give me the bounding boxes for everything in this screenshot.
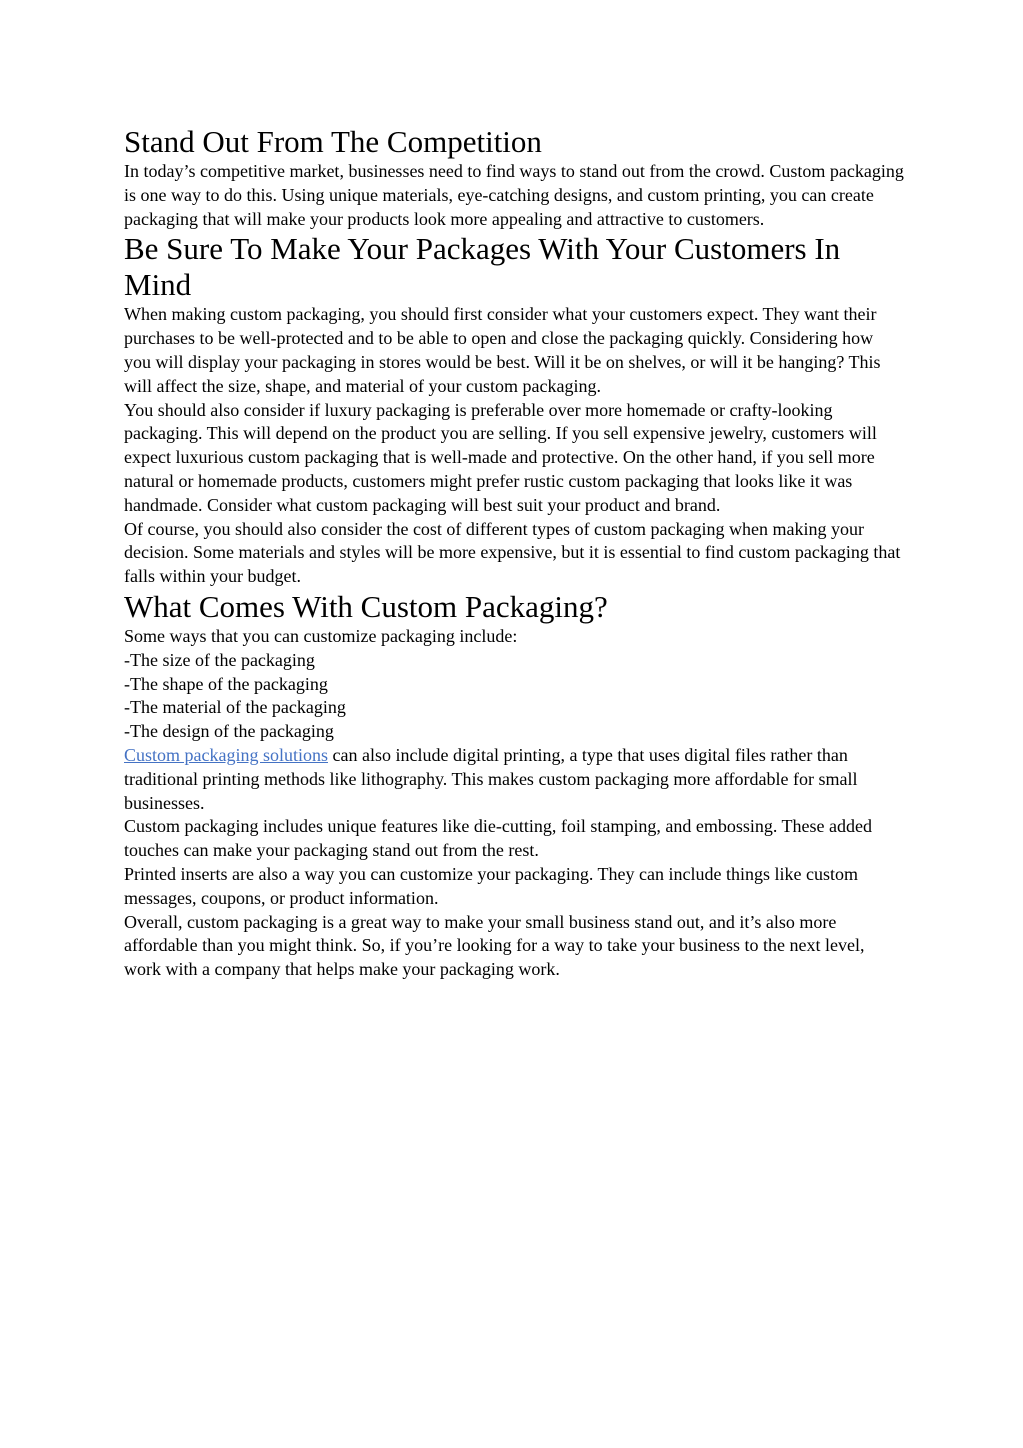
list-item-size: -The size of the packaging (124, 649, 315, 670)
paragraph-customize-intro: Some ways that you can customize packaging include: (124, 625, 518, 646)
paragraph-luxury-packaging: You should also consider if luxury packaging is preferable over more homemade or crafty-looking packaging. This will depend on the product you are selling. If you sell expensive jewelry, customers will expect luxurious custom packaging that is well-made and protective. On the other hand, if you sell more natural or homemade products, customers might prefer rustic custom packaging that looks like it was handmade. Consider what custom packaging will best suit your product and brand. (124, 399, 877, 515)
list-item-material: -The material of the packaging (124, 697, 346, 718)
custom-packaging-solutions-link[interactable]: Custom packaging solutions (124, 744, 328, 765)
paragraph-digital-printing-text: can also include digital printing, a type that uses digital files rather than traditional printing methods like lithography. This makes custom packaging more affordable for small businesses. (124, 744, 858, 813)
paragraph-digital-printing (124, 744, 904, 815)
paragraph-overall: Overall, custom packaging is a great way to make your small business stand out, and it’s also more affordable than you might think. So, if you’re looking for a way to take your business to the next level, work with a company that helps make your packaging work. (124, 911, 865, 980)
section-heading-stand-out: Stand Out From The Competition (124, 124, 542, 159)
paragraph-printed-inserts: Printed inserts are also a way you can customize your packaging. They can include things like custom messages, coupons, or product information. (124, 863, 858, 908)
list-item-design: -The design of the packaging (124, 721, 334, 742)
paragraph-unique-features: Custom packaging includes unique features like die-cutting, foil stamping, and embossing. These added touches can make your packaging stand out from the rest. (124, 816, 873, 861)
paragraph-customer-expectations: When making custom packaging, you should first consider what your customers expect. They want their purchases to be well-protected and to be able to open and close the packaging quickly. Considering how you will display your packaging in stores would be best. Will it be on shelves, or will it be hanging? This will affect the size, shape, and material of your custom packaging. (124, 304, 881, 396)
paragraph-competition: In today’s competitive market, businesses need to find ways to stand out from the crowd. Custom packaging is one way to do this. Using unique materials, eye-catching designs, and custom printing, you can create packaging that will make your products look more appealing and attractive to customers. (124, 161, 904, 229)
list-item-shape: -The shape of the packaging (124, 673, 328, 694)
document-page (124, 124, 904, 982)
section-heading-what-comes: What Comes With Custom Packaging? (124, 588, 608, 624)
section-heading-customers-in-mind: Be Sure To Make Your Packages With Your Customers In Mind (124, 231, 841, 303)
paragraph-cost: Of course, you should also consider the cost of different types of custom packaging when making your decision. Some materials and styles will be more expensive, but it is essential to find custom packaging that falls within your budget. (124, 518, 901, 587)
